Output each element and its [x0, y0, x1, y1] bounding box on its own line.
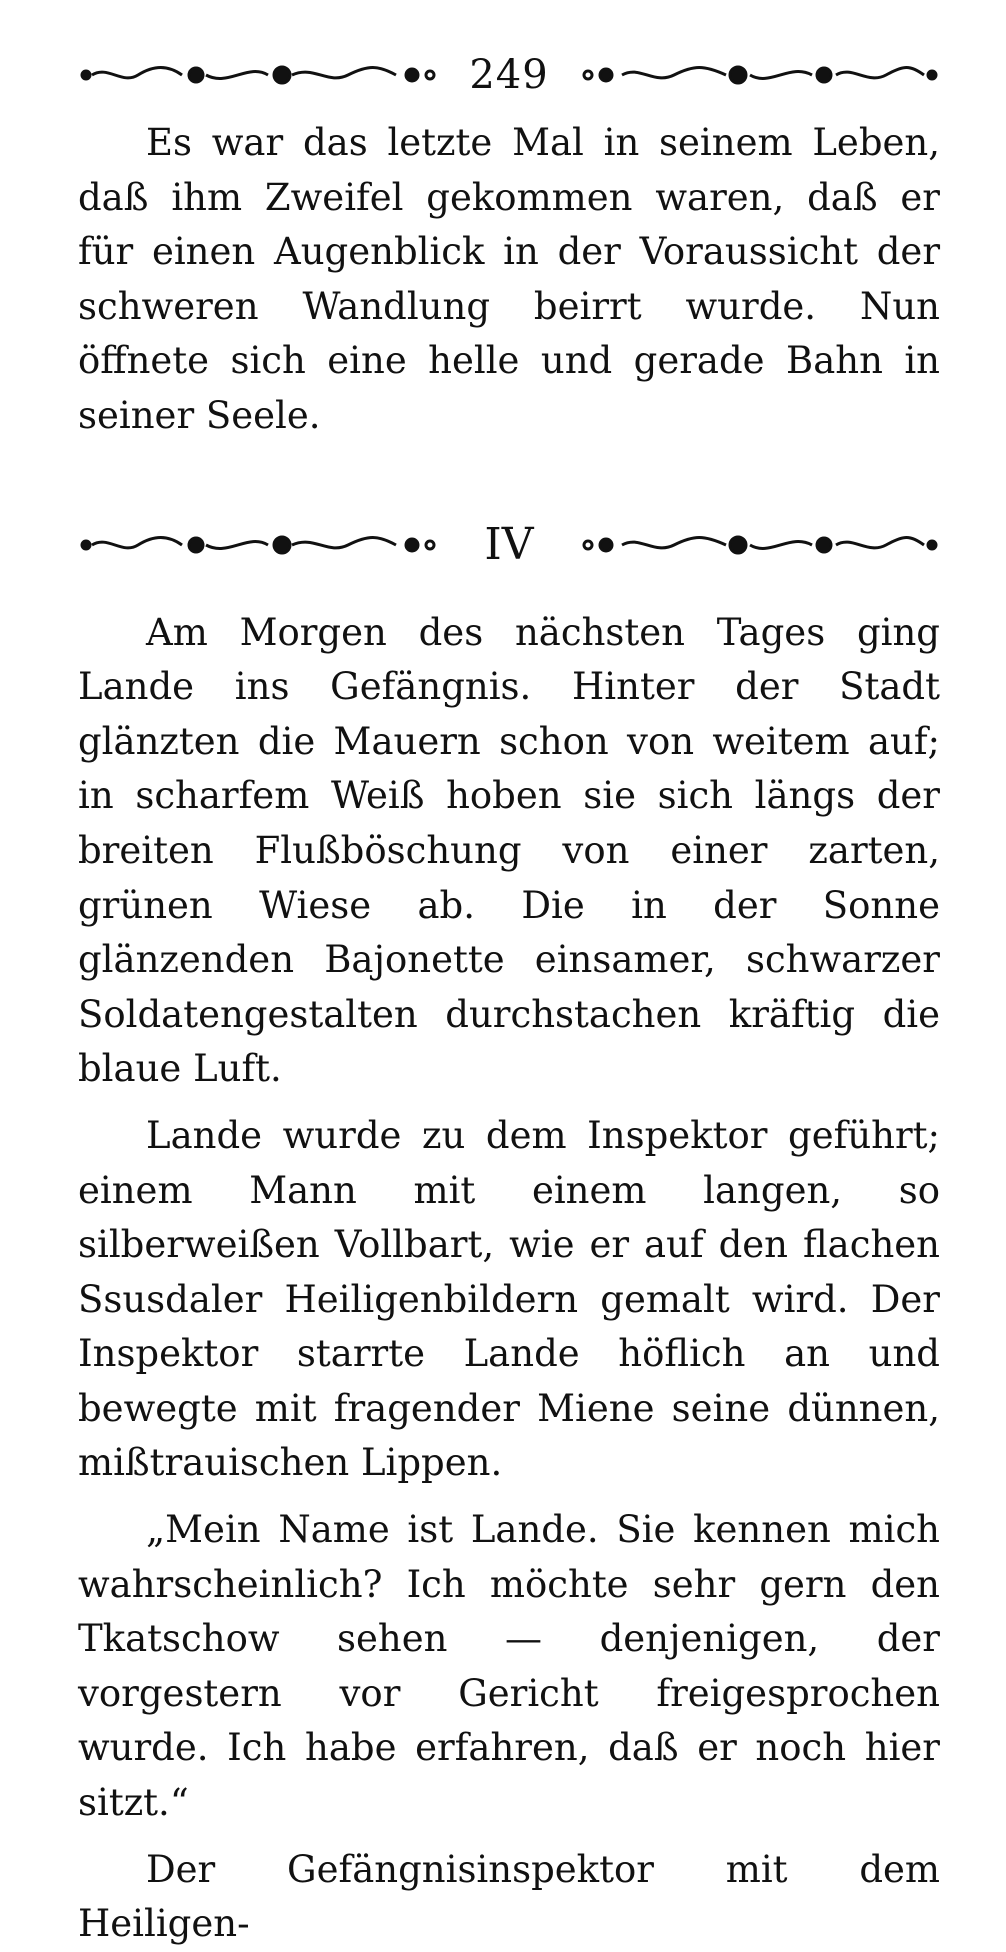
ornament-left: [78, 61, 438, 89]
paragraph-1: Es war das letzte Mal in seinem Leben, daß ihm Zweifel gekommen waren, daß er für einen Augenblick in der Voraussicht der schweren Wandlung beirrt wurde. Nun öffnete sich eine helle und gerade Bahn in seiner Seele.: [78, 121, 940, 437]
section-ornament-right: [580, 531, 940, 559]
ornament-right: [580, 61, 940, 89]
page-header: [78, 40, 940, 110]
paragraph-3: Lande wurde zu dem Inspektor geführt; einem Mann mit einem langen, so silberweißen Vollbart, wie er auf den flachen Ssusdaler Heiligenbildern gemalt wird. Der Inspektor starrte Lande höflich an und bewegte mit fragender Miene seine dünnen, mißtrauischen Lippen.: [78, 1113, 940, 1485]
page-number: 249: [469, 52, 549, 98]
paragraph-2: Am Morgen des nächsten Tages ging Lande ins Gefängnis. Hinter der Stadt glänzten die Mauern schon von weitem auf; in scharfem Weiß hoben sie sich längs der breiten Flußböschung von einer zarten, grünen Wiese ab. Die in der Sonne glänzenden Bajonette einsamer, schwarzer Soldatengestalten durchstachen kräftig die blaue Luft.: [78, 610, 940, 1091]
section-divider: [78, 510, 940, 580]
section-numeral: IV: [484, 519, 534, 571]
paragraph-5: Der Gefängnisinspektor mit dem Heiligen-: [78, 1847, 940, 1946]
book-page: [78, 40, 940, 1952]
paragraph-4: „Mein Name ist Lande. Sie kennen mich wahrscheinlich? Ich möchte sehr gern den Tkatschow sehen — denjenigen, der vorgestern vor Gericht freigesprochen wurde. Ich habe erfahren, daß er noch hier sitzt.“: [78, 1508, 940, 1825]
section-ornament-left: [78, 531, 438, 559]
